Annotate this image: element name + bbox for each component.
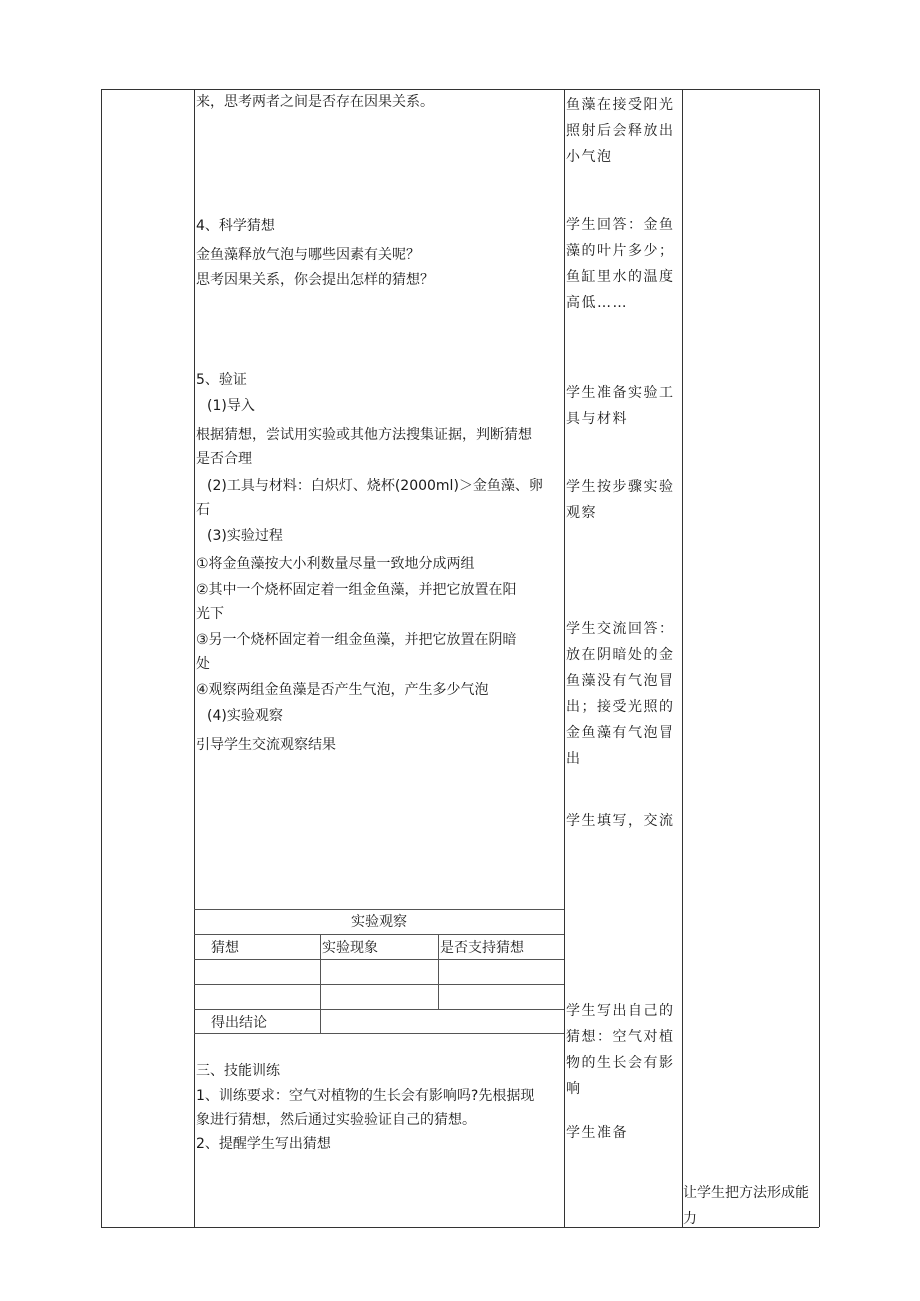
text-line: 是否合理 (196, 451, 252, 467)
text-line: 1、训练要求：空气对植物的生长会有影响吗?先根据现 (196, 1088, 535, 1104)
section-heading-guess: 4、科学猜想 (196, 218, 275, 234)
student-activity: 学生填写，交流 (566, 813, 675, 829)
obs-header-guess: 猜想 (211, 940, 239, 956)
text-line: 思考因果关系，你会提出怎样的猜想？ (196, 272, 434, 288)
student-activity: 学生按步骤实验观察 (566, 479, 675, 521)
table-top-border (101, 89, 819, 90)
obs-table-line (194, 1033, 564, 1034)
obs-table-title: 实验观察 (351, 914, 407, 930)
text-line: 2、提醒学生写出猜想 (196, 1136, 331, 1152)
text-line: 光下 (196, 606, 224, 622)
section-heading-skills: 三、技能训练 (196, 1063, 280, 1079)
obs-conclusion-label: 得出结论 (211, 1015, 267, 1031)
step-item: ③另一个烧杯固定着一组金鱼藻，并把它放置在阴暗 (196, 632, 517, 648)
obs-table-col-line (438, 934, 439, 1009)
student-activity: 学生回答：金鱼藻的叶片多少；鱼缸里水的温度高低…… (566, 217, 675, 311)
section-heading-verify: 5、验证 (196, 372, 247, 388)
text-line: 根据猜想，尝试用实验或其他方法搜集证据，判断猜想 (196, 427, 532, 443)
table-col-border-2 (194, 89, 195, 1227)
obs-table-line (194, 984, 564, 985)
student-activity: 学生准备 (566, 1125, 628, 1141)
step-item: ②其中一个烧杯固定着一组金鱼藻，并把它放置在阳 (196, 582, 517, 598)
observation-table (194, 909, 564, 1034)
student-activity: 学生写出自己的猜想：空气对植物的生长会有影响 (566, 1003, 675, 1097)
design-intent: 让学生把方法形成能力 (683, 1185, 809, 1227)
obs-header-phenomenon: 实验现象 (322, 940, 378, 956)
obs-table-col-line (320, 934, 321, 1033)
obs-table-line (194, 909, 564, 910)
subheading: (3)实验过程 (207, 528, 283, 544)
table-col-border-1 (101, 89, 102, 1227)
obs-table-line (194, 1009, 564, 1010)
text-line: 来，思考两者之间是否存在因果关系。 (196, 94, 434, 110)
subheading: (4)实验观察 (207, 708, 283, 724)
text-line: 引导学生交流观察结果 (196, 737, 336, 753)
student-activity: 学生准备实验工具与材料 (566, 385, 675, 427)
text-line: 石 (196, 502, 210, 518)
text-line: 处 (196, 656, 210, 672)
obs-table-line (194, 934, 564, 935)
subheading: (2)工具与材料：白炽灯、烧杯(2000ml)＞金鱼藻、卵 (207, 478, 543, 494)
text-line: 象进行猜想，然后通过实验验证自己的猜想。 (196, 1112, 476, 1128)
table-col-border-3 (564, 89, 565, 1227)
obs-table-line (194, 959, 564, 960)
text-line: 金鱼藻释放气泡与哪些因素有关呢？ (196, 247, 420, 263)
table-col-border-5 (819, 89, 820, 1227)
student-activity: 鱼藻在接受阳光照射后会释放出小气泡 (566, 97, 675, 165)
step-item: ①将金鱼藻按大小利数量尽量一致地分成两组 (196, 556, 475, 572)
step-item: ④观察两组金鱼藻是否产生气泡，产生多少气泡 (196, 682, 489, 698)
obs-header-support: 是否支持猜想 (440, 940, 524, 956)
student-activity: 学生交流回答：放在阴暗处的金鱼藻没有气泡冒出；接受光照的金鱼藻有气泡冒出 (566, 621, 675, 767)
subheading: (1)导入 (207, 398, 255, 414)
